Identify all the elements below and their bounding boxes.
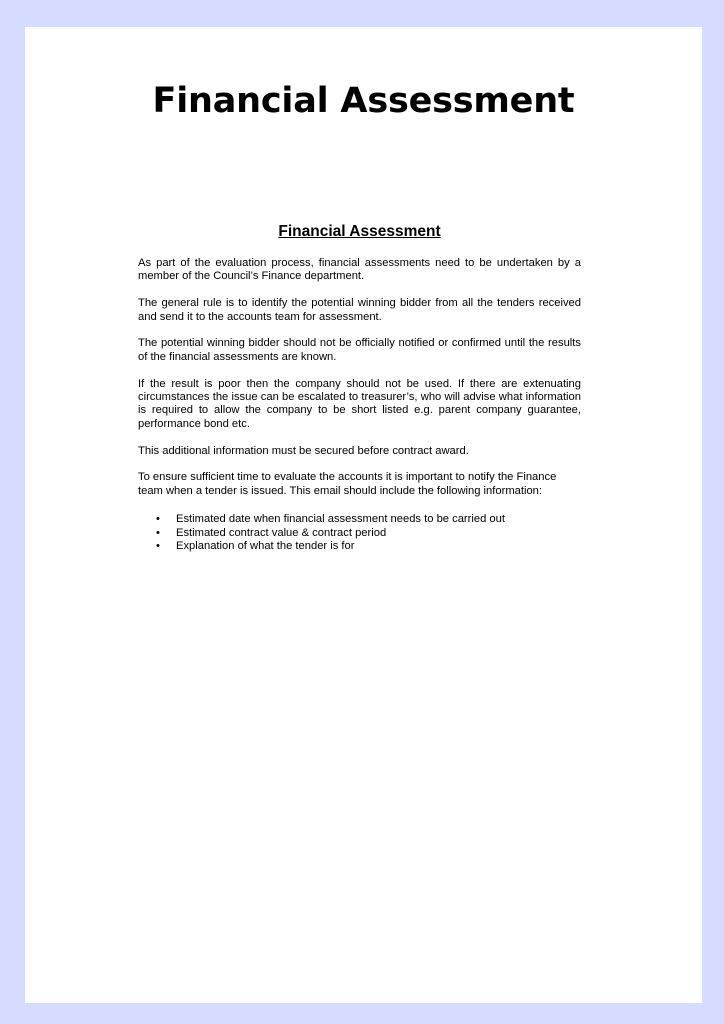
document-body: [138, 223, 581, 553]
document-heading: Financial Assessment: [278, 223, 441, 240]
bullet-list: [138, 513, 581, 553]
document-sheet: [25, 27, 702, 1003]
list-item-text: Estimated contract value & contract period: [176, 526, 387, 539]
list-item-text: Explanation of what the tender is for: [176, 540, 355, 553]
paragraph-additional-info: This additional information must be secured before contract award.: [138, 444, 469, 457]
paragraph-poor-result: If the result is poor then the company should not be used. If there are extenuating circumstances the issue can be escalated to treasurer’s, who will advise what information is required to allow the company to be short listed e.g. parent company guarantee, performance bond etc.: [138, 377, 581, 430]
list-item: [138, 513, 581, 526]
paragraph-general-rule: The general rule is to identify the potential winning bidder from all the tenders received and send it to the accounts team for assessment.: [138, 297, 581, 323]
paragraph-evaluation: As part of the evaluation process, financial assessments need to be undertaken by a member of the Council’s Finance department.: [138, 257, 581, 283]
paragraph-ensure-time: To ensure sufficient time to evaluate the accounts it is important to notify the Finance team when a tender is issued. This email should include the following information:: [138, 471, 557, 497]
paragraph-notification: The potential winning bidder should not be officially notified or confirmed until the results of the financial assessments are known.: [138, 337, 581, 363]
page-title: Financial Assessment: [152, 81, 575, 121]
list-item: [138, 527, 581, 540]
bullet-icon: •: [156, 513, 160, 526]
list-item-text: Estimated date when financial assessment needs to be carried out: [176, 513, 505, 526]
bullet-icon: •: [156, 526, 160, 539]
bullet-icon: •: [156, 540, 160, 553]
list-item: [138, 540, 581, 553]
